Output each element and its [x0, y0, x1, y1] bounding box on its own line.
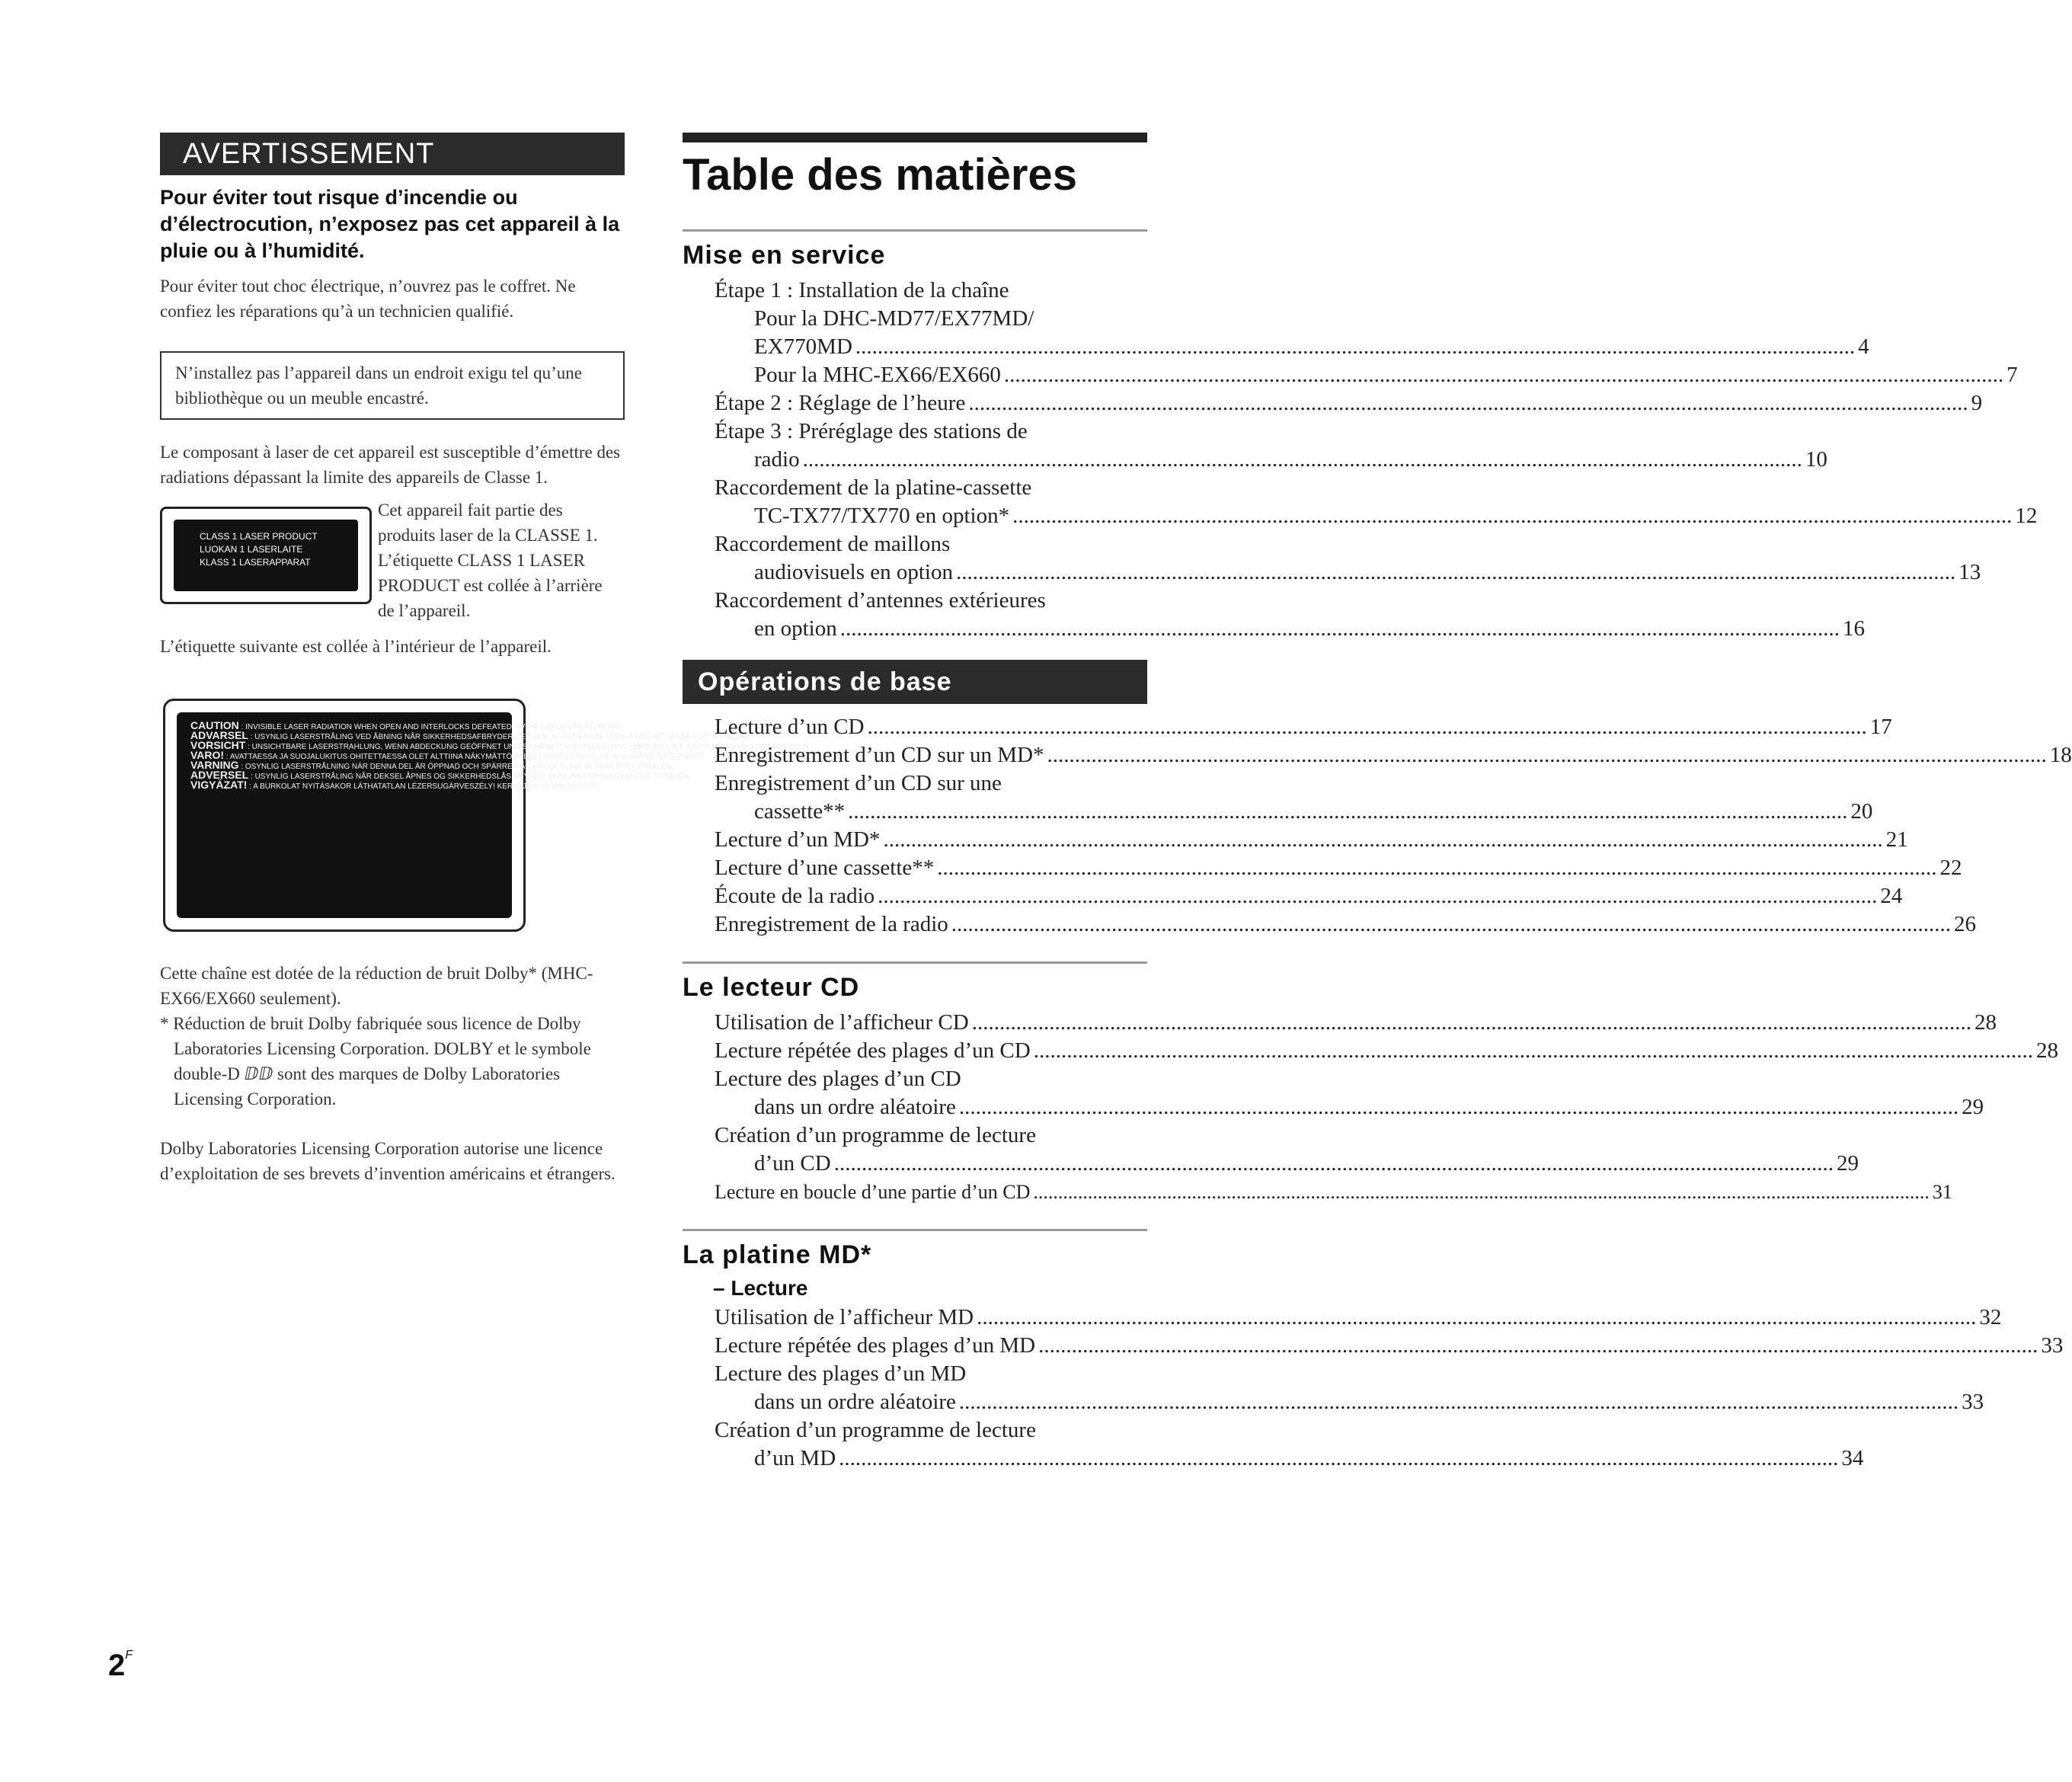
caution-key: CAUTION	[190, 719, 239, 731]
dot-leader	[1047, 741, 2047, 769]
toc-section	[683, 1229, 2064, 1473]
toc-entry-page: 28	[1974, 1010, 1997, 1035]
toc-entry-title: Lecture d’un MD*	[715, 827, 881, 852]
toc-entry[interactable]	[715, 1121, 1147, 1150]
toc-entry[interactable]	[715, 530, 1147, 558]
toc-entry[interactable]	[715, 361, 2018, 389]
toc-entry-title: Pour la MHC-EX66/EX660	[754, 363, 1001, 387]
paragraph-dolby: Cette chaîne est dotée de la réduction de bruit Dolby* (MHC-EX66/EX660 seulement).	[160, 964, 593, 1008]
toc-entry-title: Utilisation de l’afficheur CD	[715, 1010, 969, 1035]
toc-entry[interactable]	[715, 1444, 1864, 1473]
dot-leader	[848, 798, 1847, 826]
boxed-notice: N’installez pas l’appareil dans un endroit exigu tel qu’une bibliothèque ou un meuble encastré.	[160, 351, 625, 420]
toc-entry[interactable]	[715, 1037, 2058, 1065]
toc-entry-page: 12	[2015, 504, 2038, 528]
toc-entry-title: audiovisuels en option	[754, 560, 953, 584]
paragraph-dolby-license: Dolby Laboratories Licensing Corporation autorise une licence d’exploitation de ses brevets d’invention américains et étrangers.	[160, 1139, 616, 1183]
warning-banner: AVERTISSEMENT	[160, 133, 625, 175]
toc-entry-title: Enregistrement d’un CD sur une	[715, 771, 1002, 795]
caution-key: ADVARSEL	[190, 729, 248, 741]
dot-leader	[972, 1009, 1971, 1037]
toc-entry[interactable]	[715, 1093, 1984, 1121]
toc-entry-title: Utilisation de l’afficheur MD	[715, 1305, 974, 1329]
toc-entry[interactable]	[715, 474, 1147, 502]
caution-key: VARNING	[190, 759, 239, 771]
toc-entry[interactable]	[715, 389, 1983, 418]
paragraph-laser: Le composant à laser de cet appareil est susceptible d’émettre des radiations dépassant la limite des appareils de Classe 1.	[160, 443, 621, 487]
toc-entry-page: 10	[1805, 447, 1827, 472]
dot-leader	[1034, 1037, 2033, 1065]
dot-leader	[1012, 502, 2012, 530]
caution-text: : OSYNLIG LASERSTRÅLNING NÄR DENNA DEL ÄR ÖPPNAD OCH SPÄRREN ÄR URKOPPLAD. BETRAKTA EJ STRÅLEN.	[241, 763, 674, 771]
toc-entry-title: Raccordement de maillons	[715, 532, 951, 556]
page-suffix: F	[125, 1649, 133, 1662]
caution-text: : A BURKOLAT NYITÁSAKOR LÁTHATATLAN LÉZERSUGÁRVESZÉLY! KERÜLJE A BESUGÁRZÁST!	[249, 782, 600, 791]
toc-entry[interactable]	[715, 1065, 1147, 1093]
caution-key: VARO!	[190, 749, 225, 761]
toc-entry-title: Enregistrement d’un CD sur un MD*	[715, 743, 1044, 767]
toc-entry[interactable]	[715, 1332, 2064, 1360]
toc-entry[interactable]	[715, 587, 1147, 615]
toc-entry-page: 22	[1939, 856, 1962, 880]
toc-entry[interactable]	[715, 615, 1865, 643]
toc-entry-title: radio	[754, 447, 800, 472]
toc-entry-title: Lecture en boucle d’une partie d’un CD	[715, 1181, 1031, 1203]
toc-entry[interactable]	[715, 305, 1147, 333]
dot-leader	[937, 854, 1936, 882]
toc-entry[interactable]	[715, 1416, 1147, 1444]
toc-entry[interactable]	[715, 1178, 1952, 1206]
section-rule	[683, 229, 1147, 232]
toc-entry[interactable]	[715, 1304, 2002, 1332]
toc-entry[interactable]	[715, 769, 1147, 798]
toc-entry-page: 24	[1880, 884, 1903, 908]
laser-label-line: LUOKAN 1 LASERLAITE	[200, 544, 303, 555]
caution-key: ADVERSEL	[190, 769, 249, 781]
toc-entry-page: 9	[1971, 391, 1983, 415]
toc-entry-title: Pour la DHC-MD77/EX77MD/	[754, 306, 1034, 331]
toc-entry-title: en option	[754, 616, 837, 641]
toc-section	[683, 229, 2038, 643]
dot-leader	[868, 713, 1867, 741]
caution-text: : UNSICHTBARE LASERSTRAHLUNG, WENN ABDECKUNG GEÖFFNET UND SICHEREITSVERRIEGELUNG ÜBERBRÜCKT. NICHT DEM STRAHL AUSSETZEN.	[248, 743, 811, 751]
toc-entry-title: d’un MD	[754, 1446, 836, 1470]
dot-leader	[834, 1150, 1834, 1178]
dot-leader	[959, 1388, 1958, 1416]
section-rule	[683, 961, 1147, 964]
section-subheading: – Lecture	[713, 1276, 808, 1300]
toc-entry-title: Lecture des plages d’un CD	[715, 1067, 961, 1091]
warning-bold-text: Pour éviter tout risque d’incendie ou d’électrocution, n’exposez pas cet appareil à la pluie ou à l’humidité.	[160, 186, 620, 262]
toc-entry[interactable]	[715, 713, 1892, 741]
dot-leader	[803, 446, 1802, 474]
toc-entry-title: Lecture d’une cassette**	[715, 856, 935, 880]
toc-entry[interactable]	[715, 882, 1903, 910]
toc-section	[683, 961, 2058, 1206]
toc-section	[683, 660, 2072, 939]
toc-entry[interactable]	[715, 418, 1147, 446]
laser-label-line: CLASS 1 LASER PRODUCT	[200, 531, 318, 542]
toc-entry-title: Raccordement de la platine-cassette	[715, 475, 1032, 500]
dot-leader	[878, 882, 1877, 910]
laser-section	[160, 497, 625, 623]
dot-leader	[956, 558, 1955, 587]
toc-entry-page: 33	[1962, 1390, 1984, 1414]
dot-leader	[977, 1304, 1976, 1332]
toc-entry-title: Raccordement d’antennes extérieures	[715, 588, 1046, 613]
dot-leader	[959, 1093, 1958, 1121]
class1-laser-label	[160, 507, 372, 604]
toc-entry-title: Lecture répétée des plages d’un CD	[715, 1038, 1031, 1063]
paragraph-shock: Pour éviter tout choc électrique, n’ouvrez pas le coffret. Ne confiez les réparations qu’à un technicien qualifié.	[160, 277, 576, 321]
page-number	[108, 1649, 133, 1683]
toc-entry-page: 16	[1843, 616, 1865, 641]
toc-entry[interactable]	[715, 741, 2072, 769]
toc-entry-title: Étape 1 : Installation de la chaîne	[715, 278, 1009, 302]
toc-entry[interactable]	[715, 1360, 1147, 1388]
toc-entry-page: 34	[1841, 1446, 1864, 1470]
dot-leader	[968, 389, 1968, 418]
toc-entry-title: cassette**	[754, 799, 846, 824]
dot-leader	[1033, 1178, 1930, 1206]
toc-entry-title: Création d’un programme de lecture	[715, 1418, 1036, 1442]
caution-text: : INVISIBLE LASER RADIATION WHEN OPEN AND INTERLOCKS DEFEATED. AVOID EXPOSURE TO BEAM.	[241, 723, 622, 731]
section-heading: Le lecteur CD	[683, 973, 860, 1002]
toc-entry[interactable]	[715, 502, 2038, 530]
section-heading: Mise en service	[683, 241, 886, 270]
toc-entry[interactable]	[715, 826, 1908, 854]
toc-entry-page: 13	[1958, 560, 1981, 584]
toc-entry-title: dans un ordre aléatoire	[754, 1390, 956, 1414]
laser-label-line: KLASS 1 LASERAPPARAT	[200, 557, 311, 568]
toc-entry-title: dans un ordre aléatoire	[754, 1095, 956, 1119]
caution-key: VIGYÁZAT!	[190, 779, 248, 791]
section-rule	[683, 1229, 1147, 1231]
toc-entry[interactable]	[715, 798, 1873, 826]
caution-text: : USYNLIG LASERSTRÅLING VED ÅBNING NÅR SIKKERHEDSAFBRYDERE ER UDE AF FUNKTION. UNDGÅ UDSAETTELSE FOR STRÅLING.	[250, 733, 751, 741]
toc-entry-page: 29	[1836, 1151, 1859, 1176]
toc-entry-title: Lecture des plages d’un MD	[715, 1361, 967, 1386]
toc-entry-page: 33	[2041, 1333, 2064, 1358]
dot-leader	[855, 333, 1855, 361]
toc-entry-title: Lecture d’un CD	[715, 715, 865, 739]
toc-entry-page: 20	[1850, 799, 1873, 824]
toc-entry-page: 26	[1954, 912, 1977, 936]
dot-leader	[1038, 1332, 2038, 1360]
dot-leader	[840, 615, 1840, 643]
toc-entry-title: d’un CD	[754, 1151, 831, 1176]
toc-entry[interactable]	[715, 1388, 1984, 1416]
toc-entry[interactable]	[715, 910, 1977, 939]
caution-key: VORSICHT	[190, 739, 246, 751]
toc-entry-title: TC-TX77/TX770 en option*	[754, 504, 1010, 528]
toc-entry[interactable]	[715, 446, 1827, 474]
toc-entry-page: 21	[1885, 827, 1908, 852]
toc-entry-page: 18	[2049, 743, 2072, 767]
toc-entry-title: Étape 3 : Préréglage des stations de	[715, 419, 1028, 443]
paragraph-label-inside: L’étiquette suivante est collée à l’intérieur de l’appareil.	[160, 637, 552, 656]
top-rule	[683, 133, 1147, 142]
toc-entry-page: 32	[1979, 1305, 2002, 1329]
toc-entry-page: 7	[2006, 363, 2018, 387]
toc-entry-title: Étape 2 : Réglage de l’heure	[715, 391, 966, 415]
toc-entry[interactable]	[715, 333, 1869, 361]
toc-title: Table des matières	[683, 150, 1077, 200]
toc-entry-page: 29	[1962, 1095, 1984, 1119]
toc-entry[interactable]	[715, 1150, 1859, 1178]
dolby-footnote: * Réduction de bruit Dolby fabriquée sous licence de Dolby Laboratories Licensing Corporation. DOLBY et le symbole double-D ⅅⅅ sont des marques de Dolby Laboratories Licensing Corporation.	[160, 1014, 591, 1109]
toc-entry-page: 4	[1858, 334, 1869, 359]
section-heading: La platine MD*	[683, 1240, 872, 1269]
toc-entry[interactable]	[715, 558, 1981, 587]
toc-entry-title: Écoute de la radio	[715, 884, 875, 908]
toc-entry-page: 28	[2035, 1038, 2058, 1063]
toc-entry-page: 17	[1869, 715, 1892, 739]
section-heading: Opérations de base	[683, 660, 1147, 704]
toc-entry[interactable]	[715, 277, 1147, 305]
caution-text: : USYNLIG LASERSTRÅLING NÅR DEKSEL ÅPNES OG SIKKERHEDSLÅS BRYTES. UNNGÅ EKSPONERING FOR STRÅLEN.	[251, 773, 691, 781]
toc-entry-title: Lecture répétée des plages d’un MD	[715, 1333, 1036, 1358]
dot-leader	[839, 1444, 1838, 1473]
toc-entry-title: EX770MD	[754, 334, 852, 359]
toc-entry-title: Création d’un programme de lecture	[715, 1123, 1036, 1147]
toc-entry[interactable]	[715, 1009, 1997, 1037]
dot-leader	[951, 910, 1951, 939]
toc-entry-page: 31	[1932, 1181, 1952, 1203]
page-number-value: 2	[108, 1649, 126, 1682]
caution-text: : AVATTAESSA JA SUOJALUKITUS OHITETTAESSA OLET ALTTIINA NÄKYMÄTTÖMÄLLE LASERSÄTEILYLLE. ÄLÄ KATSO SÄTEESEEN.	[225, 753, 705, 761]
laser-description: Cet appareil fait partie des produits laser de la CLASSE 1. L’étiquette CLASS 1 LASER PRODUCT est collée à l’arrière de l’appareil.	[378, 501, 603, 620]
toc-entry-title: Enregistrement de la radio	[715, 912, 948, 936]
table-of-contents	[683, 133, 2072, 1473]
dot-leader	[1004, 361, 2003, 389]
dot-leader	[883, 826, 1882, 854]
toc-sections	[683, 229, 2072, 1473]
toc-entry[interactable]	[715, 854, 1962, 882]
